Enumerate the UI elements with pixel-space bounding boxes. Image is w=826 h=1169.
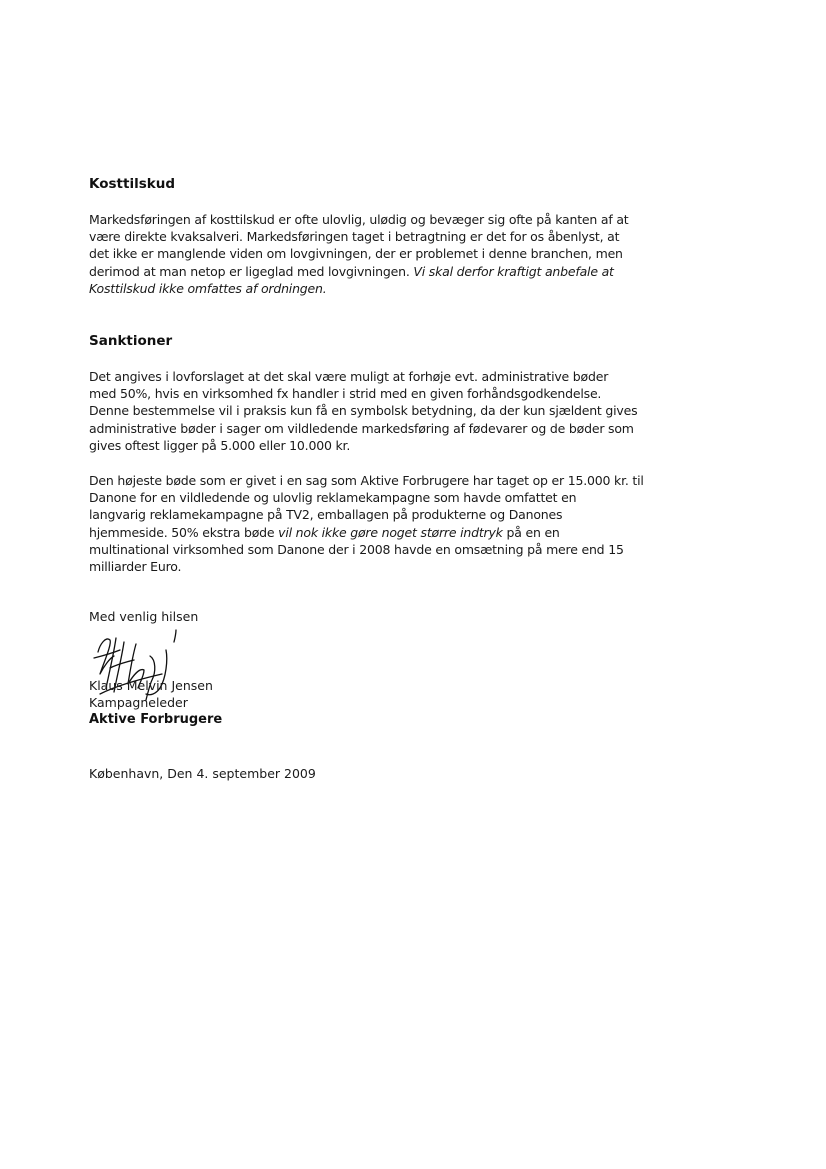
text-line: administrative bøder i sager om vildledende markedsføring af fødevarer og de bøder som xyxy=(89,420,634,436)
text-run: hjemmeside. 50% ekstra bøde xyxy=(89,524,279,540)
text-line: milliarder Euro. xyxy=(89,559,182,575)
italic-text-run: vil nok ikke gøre noget større indtryk xyxy=(278,524,503,540)
text-line: Det angives i lovforslaget at det skal være muligt at forhøje evt. administrative bøder xyxy=(89,369,609,384)
text-line xyxy=(89,263,679,280)
paragraph-kosttilskud xyxy=(89,211,679,297)
text-line: med 50%, hvis en virksomhed fx handler i strid med en given forhåndsgodkendelse. xyxy=(89,386,602,402)
text-line: Danone for en vildledende og ulovlig reklamekampagne som havde omfattet en xyxy=(89,490,577,506)
text-line xyxy=(89,280,679,297)
paragraph-sanktioner-2 xyxy=(89,472,679,575)
closing-greeting: Med venlig hilsen xyxy=(89,609,199,624)
place-and-date: København, Den 4. september 2009 xyxy=(89,766,316,781)
text-line: det ikke er manglende viden om lovgivningen, der er problemet i denne branchen, men xyxy=(89,246,623,262)
signatory-name: Klaus Melvin Jensen xyxy=(89,678,213,693)
text-line: Den højeste bøde som er givet i en sag som Aktive Forbrugere har taget op er 15.000 kr. til xyxy=(89,473,644,488)
text-line: Denne bestemmelse vil i praksis kun få en symbolsk betydning, da der kun sjældent gives xyxy=(89,403,638,419)
text-line: Markedsføringen af kosttilskud er ofte ulovlig, ulødig og bevæger sig ofte på kanten af at xyxy=(89,212,629,227)
text-run: på en en xyxy=(502,524,560,540)
section-heading-sanktioner: Sanktioner xyxy=(89,333,173,349)
text-line: langvarig reklamekampagne på TV2, emballagen på produkterne og Danones xyxy=(89,507,563,523)
text-line xyxy=(89,524,679,541)
italic-text-run: Vi skal derfor kraftigt anbefale at xyxy=(413,263,614,279)
text-line: multinational virksomhed som Danone der i 2008 havde en omsætning på mere end 15 xyxy=(89,541,624,557)
text-line: gives oftest ligger på 5.000 eller 10.000 kr. xyxy=(89,437,351,453)
text-run: derimod at man netop er ligeglad med lovgivningen. xyxy=(89,263,414,279)
signatory-title: Kampagneleder xyxy=(89,695,188,710)
organization-name: Aktive Forbrugere xyxy=(89,712,223,727)
italic-text-run: Kosttilskud ikke omfattes af ordningen. xyxy=(89,280,327,296)
paragraph-sanktioner-1 xyxy=(89,368,679,454)
section-heading-kosttilskud: Kosttilskud xyxy=(89,176,175,192)
text-line: være direkte kvaksalveri. Markedsføringen taget i betragtning er det for os åbenlyst, at xyxy=(89,229,620,245)
